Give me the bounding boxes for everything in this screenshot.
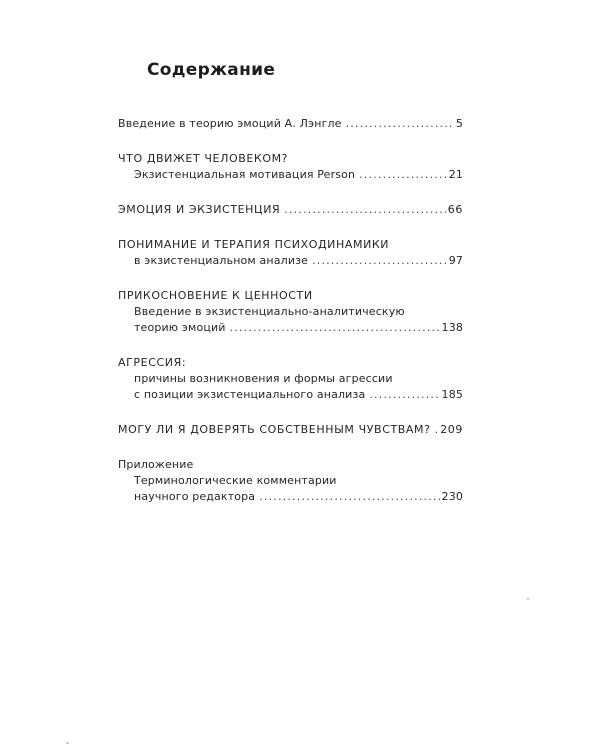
toc-entry-subtitle: научного редактора bbox=[134, 490, 256, 503]
toc-entry-value bbox=[118, 288, 463, 336]
toc-row bbox=[118, 116, 463, 132]
toc-row bbox=[118, 489, 463, 505]
dot-leader bbox=[259, 489, 439, 505]
toc-row bbox=[118, 422, 463, 438]
toc-entry-heading: ПОНИМАНИЕ И ТЕРАПИЯ ПСИХОДИНАМИКИ bbox=[118, 238, 390, 251]
toc-row bbox=[118, 387, 463, 403]
dot-leader bbox=[346, 116, 454, 132]
toc-entry-subtitle: Введение в экзистенциально-аналитическую bbox=[134, 305, 405, 318]
toc-entry-heading: ЧТО ДВИЖЕТ ЧЕЛОВЕКОМ? bbox=[118, 152, 289, 165]
toc-page-number: 138 bbox=[441, 321, 463, 334]
scan-speck bbox=[66, 742, 69, 744]
toc-entry-heading: МОГУ ЛИ Я ДОВЕРЯТЬ СОБСТВЕННЫМ ЧУВСТВАМ? bbox=[118, 423, 431, 436]
dot-leader bbox=[435, 422, 439, 438]
toc-entry-subtitle: с позиции экзистенциального анализа bbox=[134, 388, 366, 401]
toc-entry-heading: ЭМОЦИЯ И ЭКЗИСТЕНЦИЯ bbox=[118, 203, 281, 216]
toc-entry-subtitle: в экзистенциальном анализе bbox=[134, 254, 309, 267]
toc-page-number: 66 bbox=[447, 203, 463, 216]
dot-leader bbox=[359, 167, 447, 183]
toc-entry-subtitle: причины возникновения и формы агрессии bbox=[134, 372, 393, 385]
toc-row bbox=[118, 320, 463, 336]
dot-leader bbox=[312, 253, 447, 269]
toc-page-number: 209 bbox=[440, 423, 463, 436]
toc-entry-heading: ПРИКОСНОВЕНИЕ К ЦЕННОСТИ bbox=[118, 289, 313, 302]
toc-entry-psychodynamics bbox=[118, 237, 463, 269]
dot-leader bbox=[284, 202, 446, 218]
toc-page-number: 97 bbox=[448, 254, 463, 267]
toc-entry-subtitle: Терминологические комментарии bbox=[134, 474, 337, 487]
toc-entry-motivation bbox=[118, 151, 463, 183]
toc-page-number: 21 bbox=[448, 168, 463, 181]
scan-speck bbox=[527, 598, 529, 600]
page-title: Содержание bbox=[147, 60, 276, 80]
toc-entry-aggression bbox=[118, 355, 463, 403]
toc-row bbox=[118, 167, 463, 183]
toc-page-number: 185 bbox=[441, 388, 463, 401]
toc-entry-appendix bbox=[118, 457, 463, 505]
toc-entry-subtitle: теорию эмоций bbox=[134, 321, 226, 334]
toc-row bbox=[118, 202, 463, 218]
toc-entry-heading: Приложение bbox=[118, 458, 194, 471]
toc-row bbox=[118, 253, 463, 269]
toc-entry-trust-feelings bbox=[118, 422, 463, 438]
toc-page-number: 230 bbox=[441, 490, 463, 503]
toc-entry-title: Введение в теорию эмоций А. Лэнгле bbox=[118, 117, 342, 130]
toc-entry-emotion-existence bbox=[118, 202, 463, 218]
toc-entry-intro bbox=[118, 116, 463, 132]
toc-entry-heading: АГРЕССИЯ: bbox=[118, 356, 187, 369]
toc-page-number: 5 bbox=[455, 117, 463, 130]
dot-leader bbox=[369, 387, 439, 403]
table-of-contents bbox=[118, 116, 463, 524]
toc-entry-subtitle: Экзистенциальная мотивация Person bbox=[134, 168, 356, 181]
dot-leader bbox=[230, 320, 440, 336]
